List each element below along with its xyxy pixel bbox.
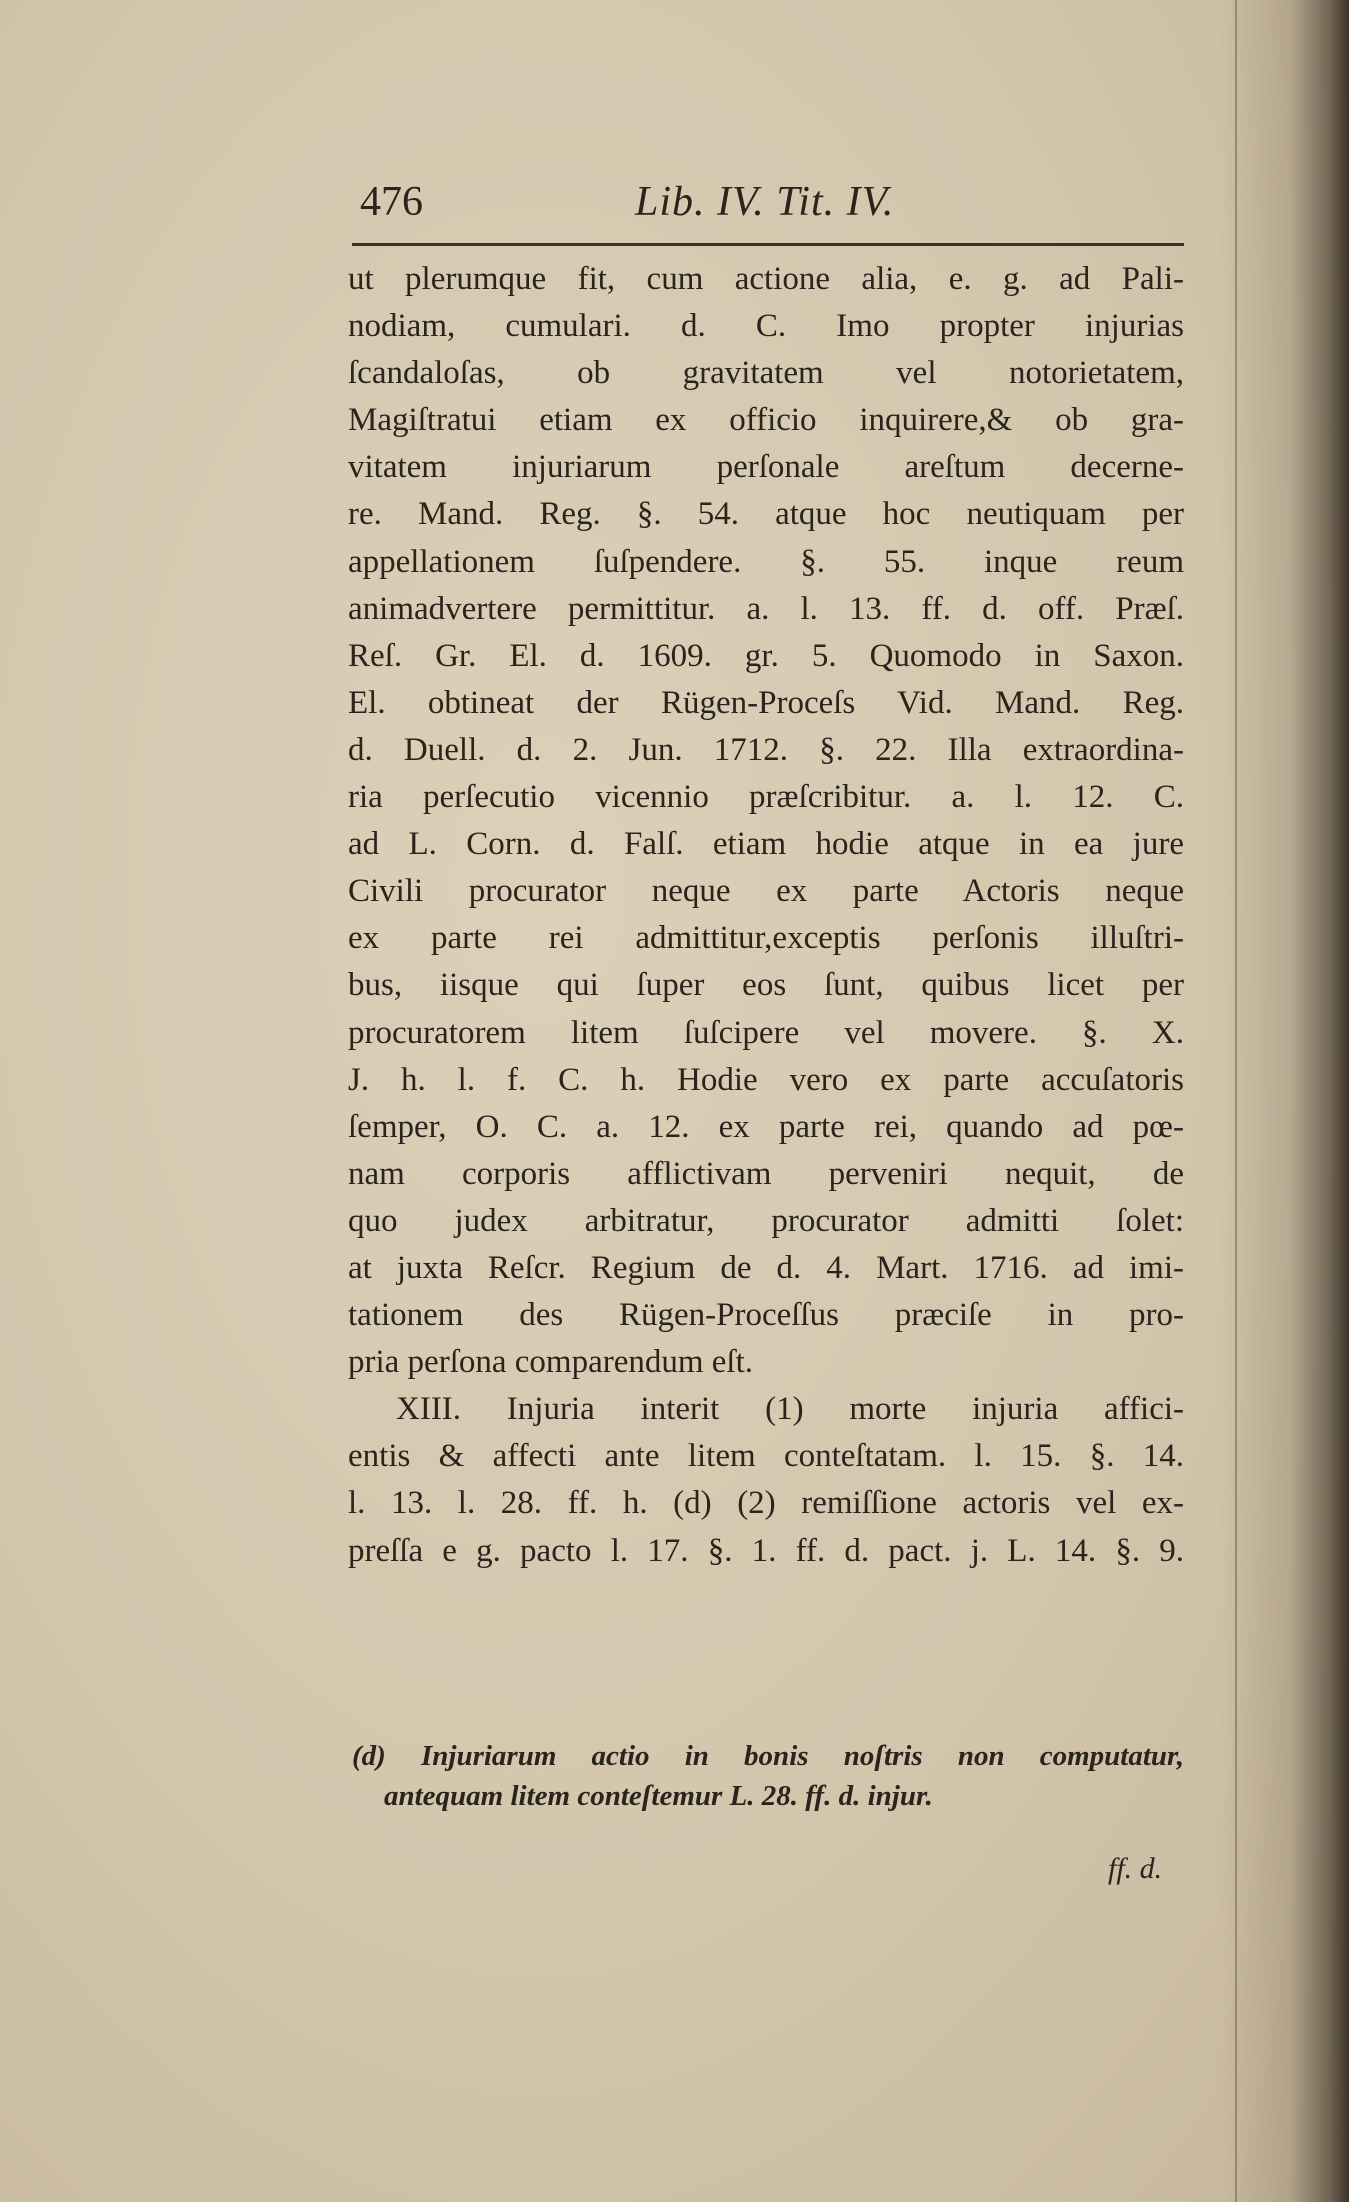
text-line: pria perſona comparendum eſt.	[348, 1344, 754, 1381]
text-line: ad L. Corn. d. Falſ. etiam hodie atque in ea jure	[348, 826, 1184, 863]
text-line: preſſa e g. pacto l. 17. §. 1. ff. d. pact. j. L. 14. §. 9.	[348, 1532, 1184, 1569]
footnote-line: (d) Injuriarum actio in bonis noſtris non computatur,	[352, 1740, 1184, 1772]
binding-shadow	[1219, 0, 1349, 2202]
text-line: nodiam, cumulari. d. C. Imo propter injurias	[348, 308, 1184, 345]
header-rule	[352, 243, 1184, 246]
text-line: ut plerumque fit, cum actione alia, e. g. ad Pali-	[348, 261, 1184, 297]
footnote	[352, 1736, 1184, 1816]
text-line: quo judex arbitratur, procurator admitti ſolet:	[348, 1202, 1184, 1239]
text-line: re. Mand. Reg. §. 54. atque hoc neutiquam per	[348, 496, 1184, 533]
text-line: nam corporis afflictivam perveniri nequit, de	[348, 1155, 1184, 1192]
text-line: bus, iisque qui ſuper eos ſunt, quibus licet per	[348, 967, 1184, 1004]
section-heading-line: XIII. Injuria interit (1) morte injuria affici-	[396, 1391, 1184, 1428]
text-line: ſcandaloſas, ob gravitatem vel notorietatem,	[348, 355, 1184, 392]
footnote-line: antequam litem conteſtemur L. 28. ff. d. injur.	[384, 1780, 933, 1812]
text-line: Reſ. Gr. El. d. 1609. gr. 5. Quomodo in Saxon.	[348, 637, 1184, 674]
text-line: J. h. l. f. C. h. Hodie vero ex parte accuſatoris	[348, 1061, 1184, 1098]
catchword: ff. d.	[1108, 1852, 1163, 1885]
text-line: Civili procurator neque ex parte Actoris neque	[348, 873, 1184, 910]
text-line: procuratorem litem ſuſcipere vel movere. §. X.	[348, 1014, 1184, 1051]
text-line: entis & affecti ante litem conteſtatam. l. 15. §. 14.	[348, 1438, 1184, 1475]
running-head: Lib. IV. Tit. IV.	[635, 179, 895, 225]
main-text	[348, 256, 1184, 1575]
page-number: 476	[360, 179, 423, 225]
text-line: l. 13. l. 28. ff. h. (d) (2) remiſſione actoris vel ex-	[348, 1485, 1184, 1522]
text-line: ria perſecutio vicennio præſcribitur. a. l. 12. C.	[348, 779, 1184, 816]
text-line: El. obtineat der Rügen-Proceſs Vid. Mand. Reg.	[348, 684, 1184, 721]
page-header	[348, 178, 1184, 238]
text-line: at juxta Reſcr. Regium de d. 4. Mart. 1716. ad imi-	[348, 1249, 1184, 1286]
text-line: d. Duell. d. 2. Jun. 1712. §. 22. Illa extraordina-	[348, 731, 1184, 768]
text-line: appellationem ſuſpendere. §. 55. inque reum	[348, 543, 1184, 580]
text-line: tationem des Rügen-Proceſſus præciſe in pro-	[348, 1297, 1184, 1334]
page-edge	[1235, 0, 1237, 2202]
text-line: ex parte rei admittitur,exceptis perſonis illuſtri-	[348, 920, 1184, 957]
text-line: ſemper, O. C. a. 12. ex parte rei, quando ad pœ-	[348, 1108, 1184, 1145]
text-line: vitatem injuriarum perſonale areſtum decerne-	[348, 449, 1184, 486]
text-line: animadvertere permittitur. a. l. 13. ff. d. off. Præſ.	[348, 590, 1184, 627]
text-line: Magiſtratui etiam ex officio inquirere,& ob gra-	[348, 402, 1184, 439]
